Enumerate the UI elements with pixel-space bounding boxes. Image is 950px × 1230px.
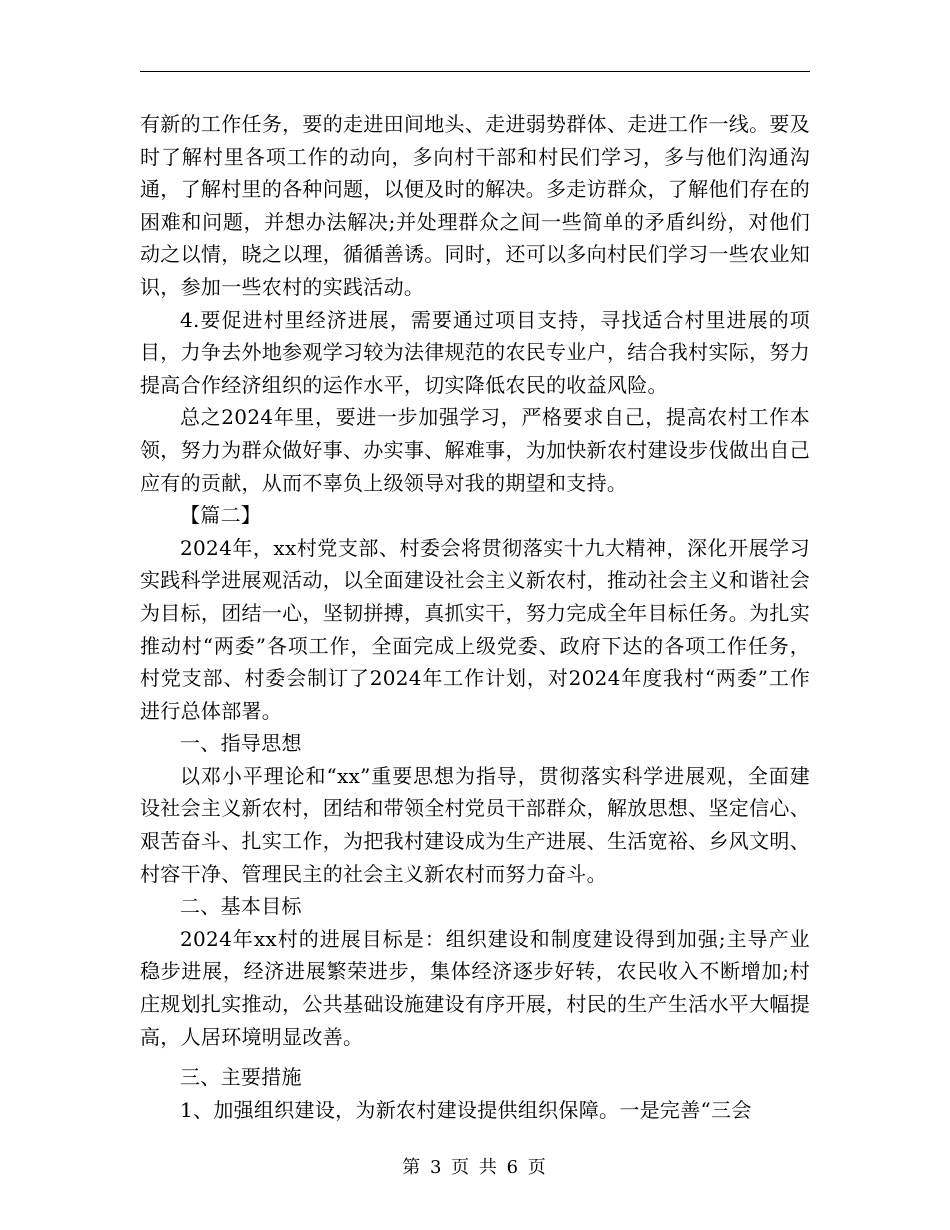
heading-main-measures: 三、主要措施 bbox=[180, 1065, 302, 1090]
paragraph-2: 4.要促进村里经济进展，需要通过项目支持，寻找适合村里进展的项目，力争去外地参观学习较为法律规范的农民专业户，结合我村实际，努力提高合作经济组织的运作水平，切实降低农民的收益风险。 bbox=[140, 307, 810, 397]
paragraph-3: 总之2024年里，要进一步加强学习，严格要求自己，提高农村工作本领，努力为群众做好事、办实事、解难事，为加快新农村建设步伐做出自己应有的贡献，从而不辜负上级领导对我的期望和支持。 bbox=[140, 405, 810, 495]
header-rule bbox=[140, 71, 810, 72]
paragraph-gap bbox=[140, 1053, 810, 1061]
section-heading-pian-er: 【篇二】 bbox=[180, 503, 262, 528]
paragraph-4: 2024年，xx村党支部、村委会将贯彻落实十九大精神，深化开展学习实践科学进展观活动，以全面建设社会主义新农村，推动社会主义和谐社会为目标，团结一心，坚韧拼搏，真抓实干，努力完成全年目标任务。为扎实推动村“两委”各项工作，全面完成上级党委、政府下达的各项工作任务，村党支部、村委会制订了2024年工作计划，对2024年度我村“两委”工作进行总体部署。 bbox=[140, 535, 810, 723]
heading-guiding-ideology: 一、指导思想 bbox=[180, 731, 302, 756]
paragraph-7: 1、加强组织建设，为新农村建设提供组织保障。一是完善“三会 bbox=[180, 1097, 752, 1122]
heading-basic-goals: 二、基本目标 bbox=[180, 894, 302, 919]
page-footer: 第 3 页 共 6 页 bbox=[402, 1157, 548, 1178]
paragraph-6: 2024年xx村的进展目标是：组织建设和制度建设得到加强;主导产业稳步进展，经济进展繁荣进步，集体经济逐步好转，农民收入不断增加;村庄规划扎实推动，公共基础设施建设有序开展，村民的生产生活水平大幅提高，人居环境明显改善。 bbox=[140, 926, 810, 1049]
paragraph-1: 有新的工作任务，要的走进田间地头、走进弱势群体、走进工作一线。要及时了解村里各项工作的动向，多向村干部和村民们学习，多与他们沟通沟通，了解村里的各种问题，以便及时的解决。多走访群众，了解他们存在的困难和问题，并想办法解决;并处理群众之间一些简单的矛盾纠纷，对他们动之以情，晓之以理，循循善诱。同时，还可以多向村民们学习一些农业知识，参加一些农村的实践活动。 bbox=[140, 112, 810, 299]
paragraph-5: 以邓小平理论和“xx”重要思想为指导，贯彻落实科学进展观，全面建设社会主义新农村，团结和带领全村党员干部群众，解放思想、坚定信心、艰苦奋斗、扎实工作，为把我村建设成为生产进展、生活宽裕、乡风文明、村容干净、管理民主的社会主义新农村而努力奋斗。 bbox=[140, 763, 810, 886]
document-body bbox=[140, 108, 810, 1126]
